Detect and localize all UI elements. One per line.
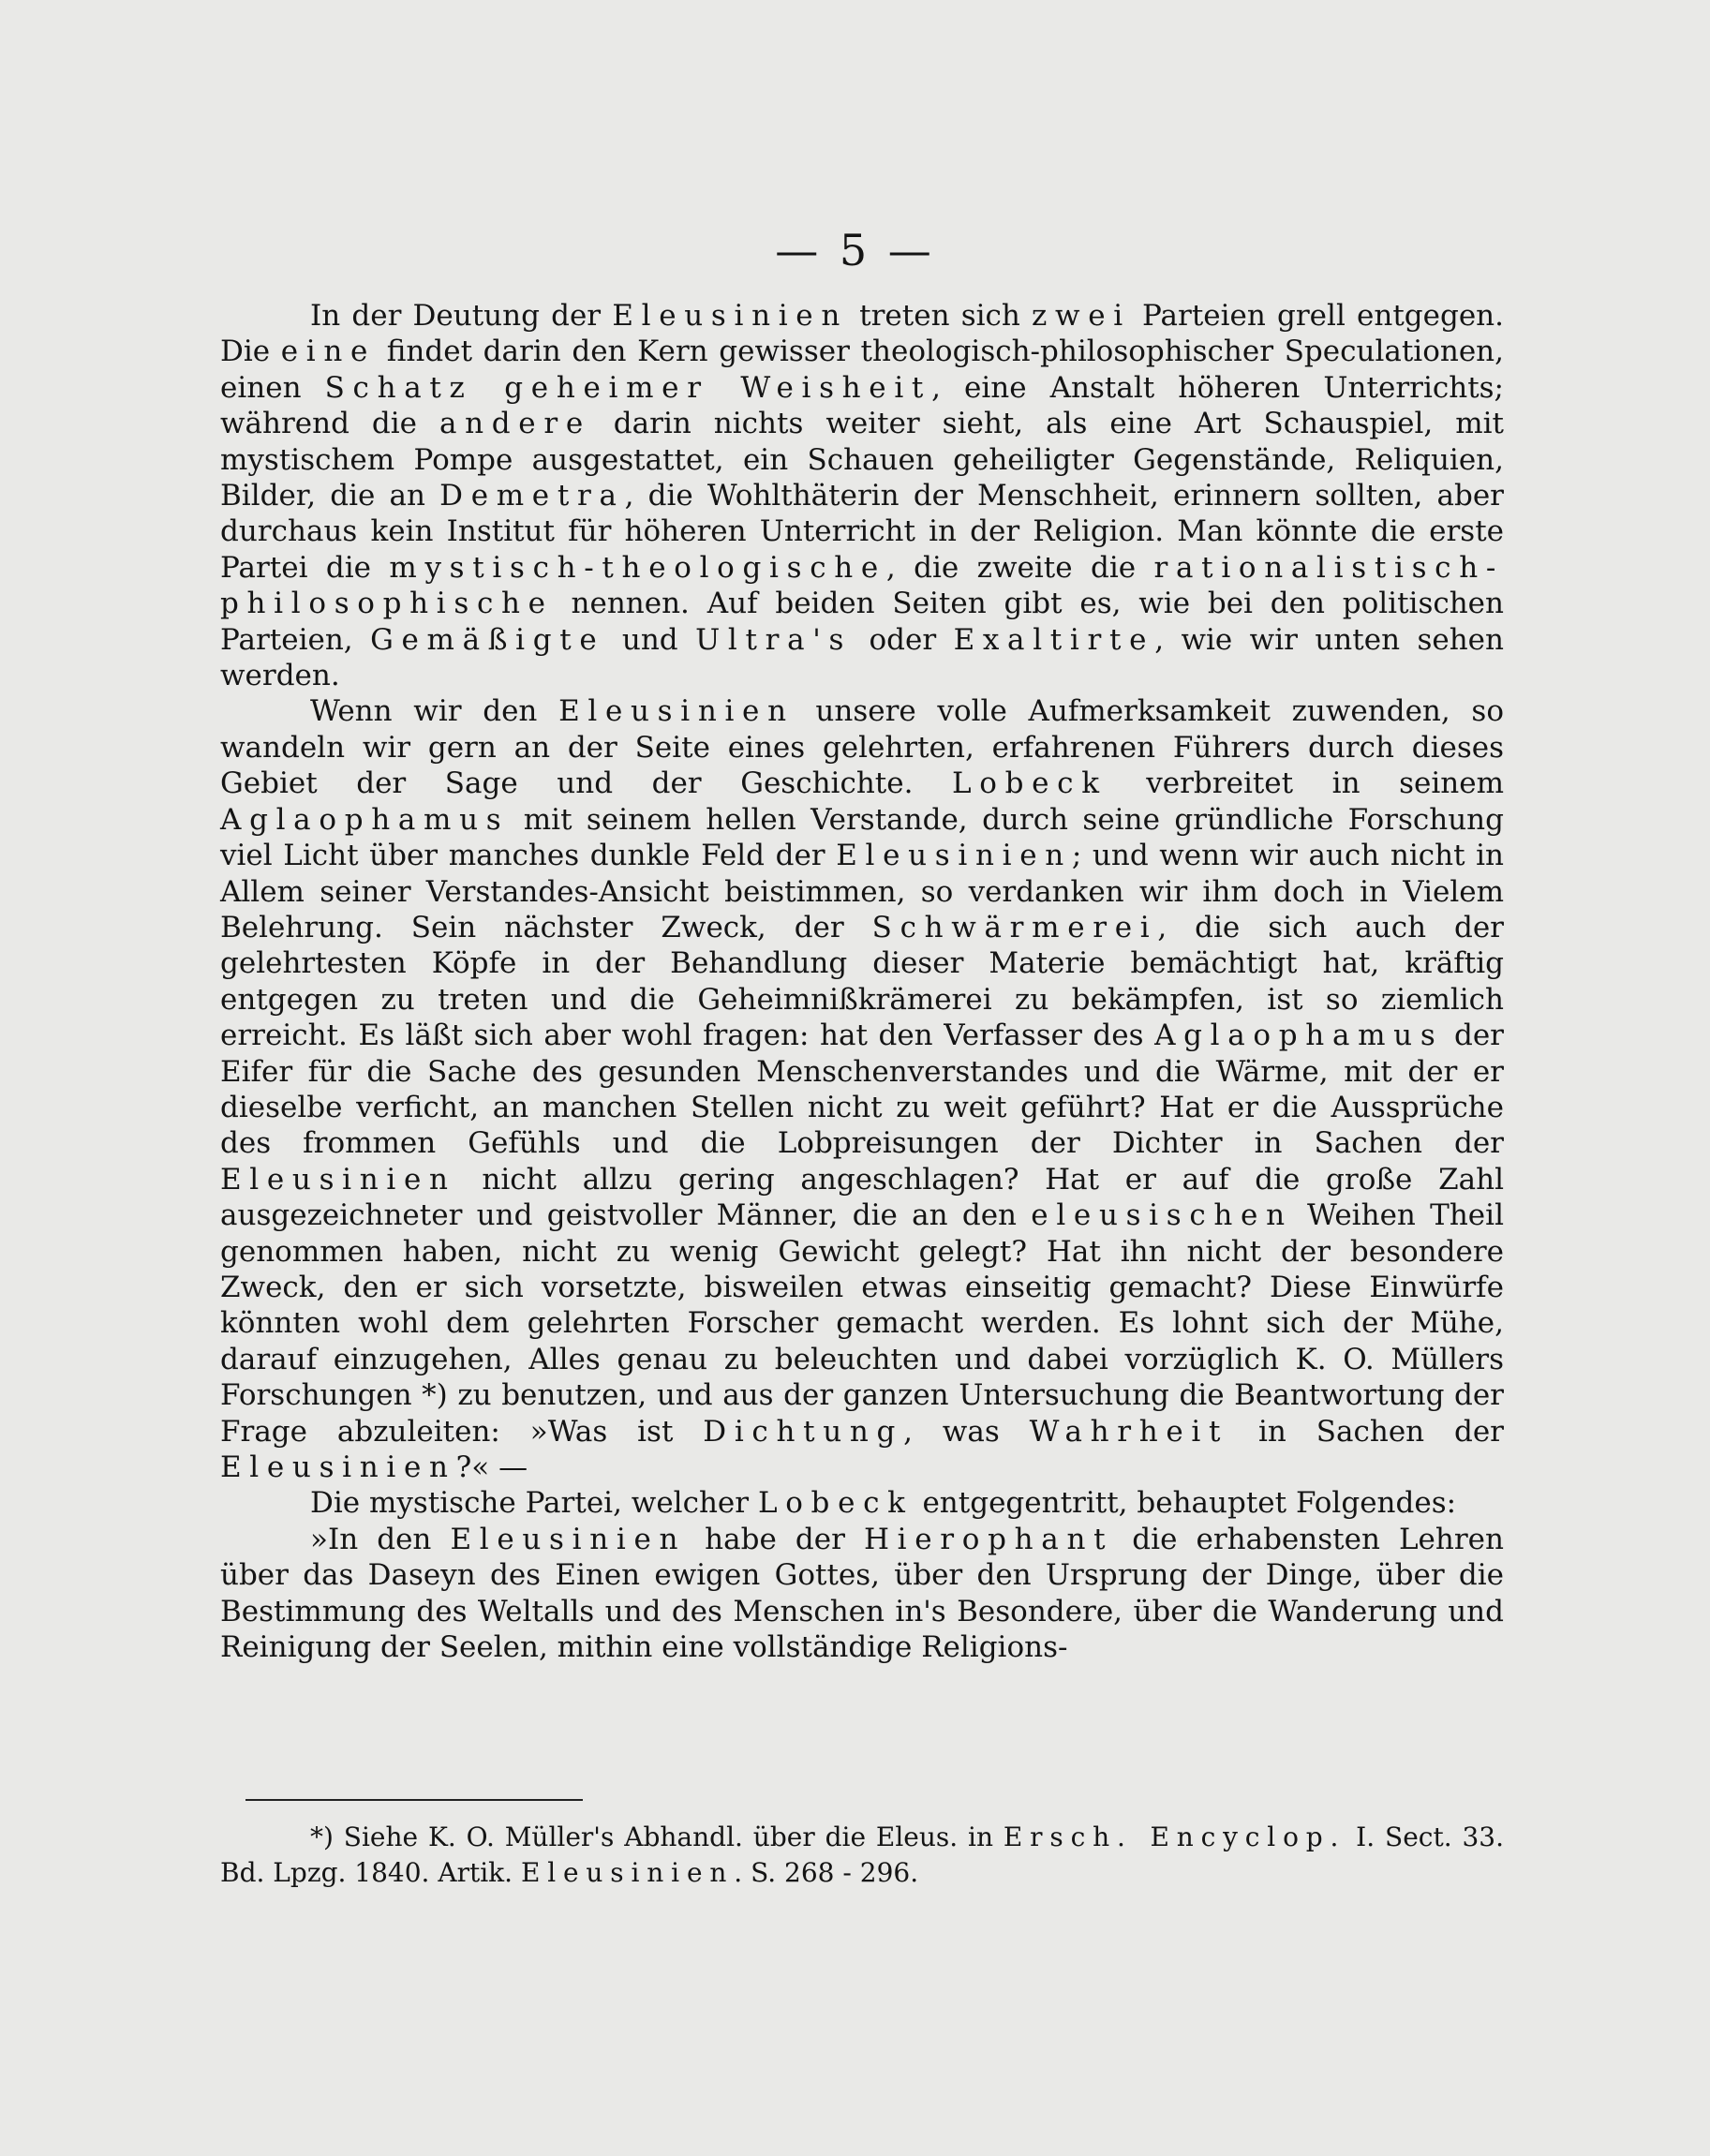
footnote bbox=[220, 1820, 1504, 1891]
text-run: die erhabensten Lehren über das Daseyn des Einen ewigen Gottes, über den Ursprung der Dinge, über die Bestimmung des Weltalls und des Menschen in's Besondere, über die Wanderung und Reinigung der Seelen, mithin eine vollständige Religions- bbox=[220, 1522, 1504, 1665]
emphasis-text: eleusischen bbox=[1031, 1198, 1293, 1233]
emphasis-text: Wahrheit bbox=[1029, 1414, 1229, 1449]
text-run: unsere volle Aufmerksamkeit zuwenden, so wandeln wir gern an der Seite eines gelehrten, erfahrenen Führers durch dieses Gebiet der Sage und der Geschichte. bbox=[220, 694, 1504, 801]
emphasis-text: Eleusinien bbox=[220, 1450, 456, 1484]
emphasis-text: Hierophant bbox=[863, 1522, 1114, 1556]
paragraph-2 bbox=[220, 693, 1504, 1485]
emphasis-text: Ultra's bbox=[695, 622, 853, 657]
paragraph-1 bbox=[220, 298, 1504, 693]
emphasis-text: Aglaophamus bbox=[1154, 1019, 1444, 1053]
text-run: Weihen Theil genommen haben, nicht zu wenig Gewicht gelegt? Hat ihn nicht der besondere Zweck, den er sich vorsetzte, bisweilen etwas einseitig gemacht? Diese Einwürfe könnten wohl dem gelehrten Forscher gemacht werden. Es lohnt sich der Mühe, darauf einzugehen, Alles genau zu beleuchten und dabei vorzüglich K. O. Müllers Forschungen *) zu benutzen, und aus der ganzen Untersuchung die Beantwortung der Frage abzuleiten: »Was ist bbox=[220, 1198, 1504, 1449]
text-run: »In den bbox=[310, 1522, 451, 1556]
text-run: verbreitet in seinem bbox=[1107, 766, 1504, 801]
text-run: , eine Anstalt höheren Unterrichts; während die bbox=[220, 370, 1505, 441]
text-run: mit seinem hellen Verstande, durch seine gründliche Forschung viel Licht über manches dunkle Feld der bbox=[220, 802, 1504, 873]
emphasis-text: Schwärmerei bbox=[871, 910, 1158, 944]
text-run: nicht allzu gering angeschlagen? Hat er auf die große Zahl ausgezeichneter und geistvoller Männer, die an den bbox=[220, 1162, 1504, 1233]
text-run: In der Deutung der bbox=[310, 299, 613, 333]
text-run: nennen. Auf beiden Seiten gibt es, wie bei den politischen Parteien, bbox=[220, 587, 1504, 657]
emphasis-text: Schatz geheimer Weisheit bbox=[324, 370, 932, 405]
text-run: habe der bbox=[686, 1522, 864, 1556]
emphasis-text: Aglaophamus bbox=[220, 802, 510, 837]
text-run: , wie wir unten sehen werden. bbox=[220, 622, 1504, 693]
emphasis-text: andere bbox=[439, 407, 591, 441]
text-run: I. Sect. 33. Bd. Lpzg. 1840. Artik. bbox=[220, 1821, 1504, 1888]
text-run: der Eifer für die Sache des gesunden Menschenverstandes und die Wärme, mit der er dieselbe verficht, an manchen Stellen nicht zu weit geführt? Hat er die Aussprüche des frommen Gefühls und die Lobpreisungen der Dichter in Sachen der bbox=[220, 1019, 1504, 1161]
page-number: — 5 — bbox=[775, 225, 935, 275]
emphasis-text: Eleusinien bbox=[836, 839, 1072, 873]
text-run: Wenn wir den bbox=[310, 694, 559, 729]
emphasis-text: Eleusinien bbox=[558, 694, 795, 729]
emphasis-text: eine bbox=[280, 335, 377, 369]
text-run: Parteien grell entgegen. Die bbox=[220, 299, 1504, 369]
emphasis-text: zwei bbox=[1032, 299, 1131, 333]
footnote-text bbox=[220, 1820, 1504, 1891]
text-run: , die Wohlthäterin der Menschheit, erinnern sollten, aber durchaus kein Institut für höheren Unterricht in der Religion. Man könnte die erste Partei die bbox=[220, 479, 1505, 585]
text-run: darin nichts weiter sieht, als eine Art Schauspiel, mit mystischem Pompe ausgestattet, ein Schauen geheiligter Gegenstände, Reliquien, Bilder, die an bbox=[220, 407, 1504, 513]
text-run: in Sachen der bbox=[1228, 1414, 1505, 1449]
text-run: ?« — bbox=[455, 1450, 528, 1484]
emphasis-text: Demetra bbox=[439, 479, 625, 513]
emphasis-text: rationalistisch-philosophische bbox=[220, 550, 1504, 621]
paragraph-4 bbox=[220, 1522, 1504, 1666]
emphasis-text: Ersch. Encyclop. bbox=[1003, 1821, 1346, 1852]
text-run: , die sich auch der gelehrtesten Köpfe in der Behandlung dieser Materie bemächtigt hat, kräftig entgegen zu treten und die Geheimnißkrämerei zu bekämpfen, ist so ziemlich erreicht. Es läßt sich aber wohl fragen: hat den Verfasser des bbox=[220, 910, 1504, 1053]
emphasis-text: Eleusinien bbox=[520, 1857, 735, 1888]
text-run: *) Siehe K. O. Müller's Abhandl. über die Eleus. in bbox=[310, 1821, 1004, 1852]
text-run: , was bbox=[903, 1414, 1030, 1449]
emphasis-text: Dichtung bbox=[703, 1414, 904, 1449]
text-run: Die mystische Partei, welcher bbox=[310, 1486, 758, 1521]
text-run: und bbox=[604, 622, 696, 657]
text-run: , die zweite die bbox=[885, 550, 1154, 585]
text-run: ; und wenn wir auch nicht in Allem seiner Verstandes-Ansicht beistimmen, so verdanken wir ihm doch in Vielem Belehrung. Sein nächster Zweck, der bbox=[220, 839, 1504, 944]
text-run: oder bbox=[852, 622, 954, 657]
text-run: entgegentritt, behauptet Folgendes: bbox=[913, 1486, 1457, 1521]
emphasis-text: Lobeck bbox=[952, 766, 1108, 801]
emphasis-text: Exaltirte bbox=[953, 622, 1155, 657]
text-run: findet darin den Kern gewisser theologisch-philosophischer Speculationen, einen bbox=[220, 335, 1505, 405]
footnote-separator bbox=[245, 1799, 583, 1801]
text-run: . S. 268 - 296. bbox=[734, 1857, 919, 1888]
emphasis-text: Lobeck bbox=[757, 1486, 914, 1521]
emphasis-text: Eleusinien bbox=[220, 1162, 456, 1197]
emphasis-text: Gemäßigte bbox=[370, 622, 605, 657]
paragraph-3 bbox=[220, 1485, 1504, 1521]
emphasis-text: Eleusinien bbox=[612, 299, 848, 333]
emphasis-text: mystisch-theologische bbox=[389, 550, 886, 585]
text-run: treten sich bbox=[847, 299, 1033, 333]
body-text bbox=[220, 298, 1504, 1665]
emphasis-text: Eleusinien bbox=[450, 1522, 687, 1556]
